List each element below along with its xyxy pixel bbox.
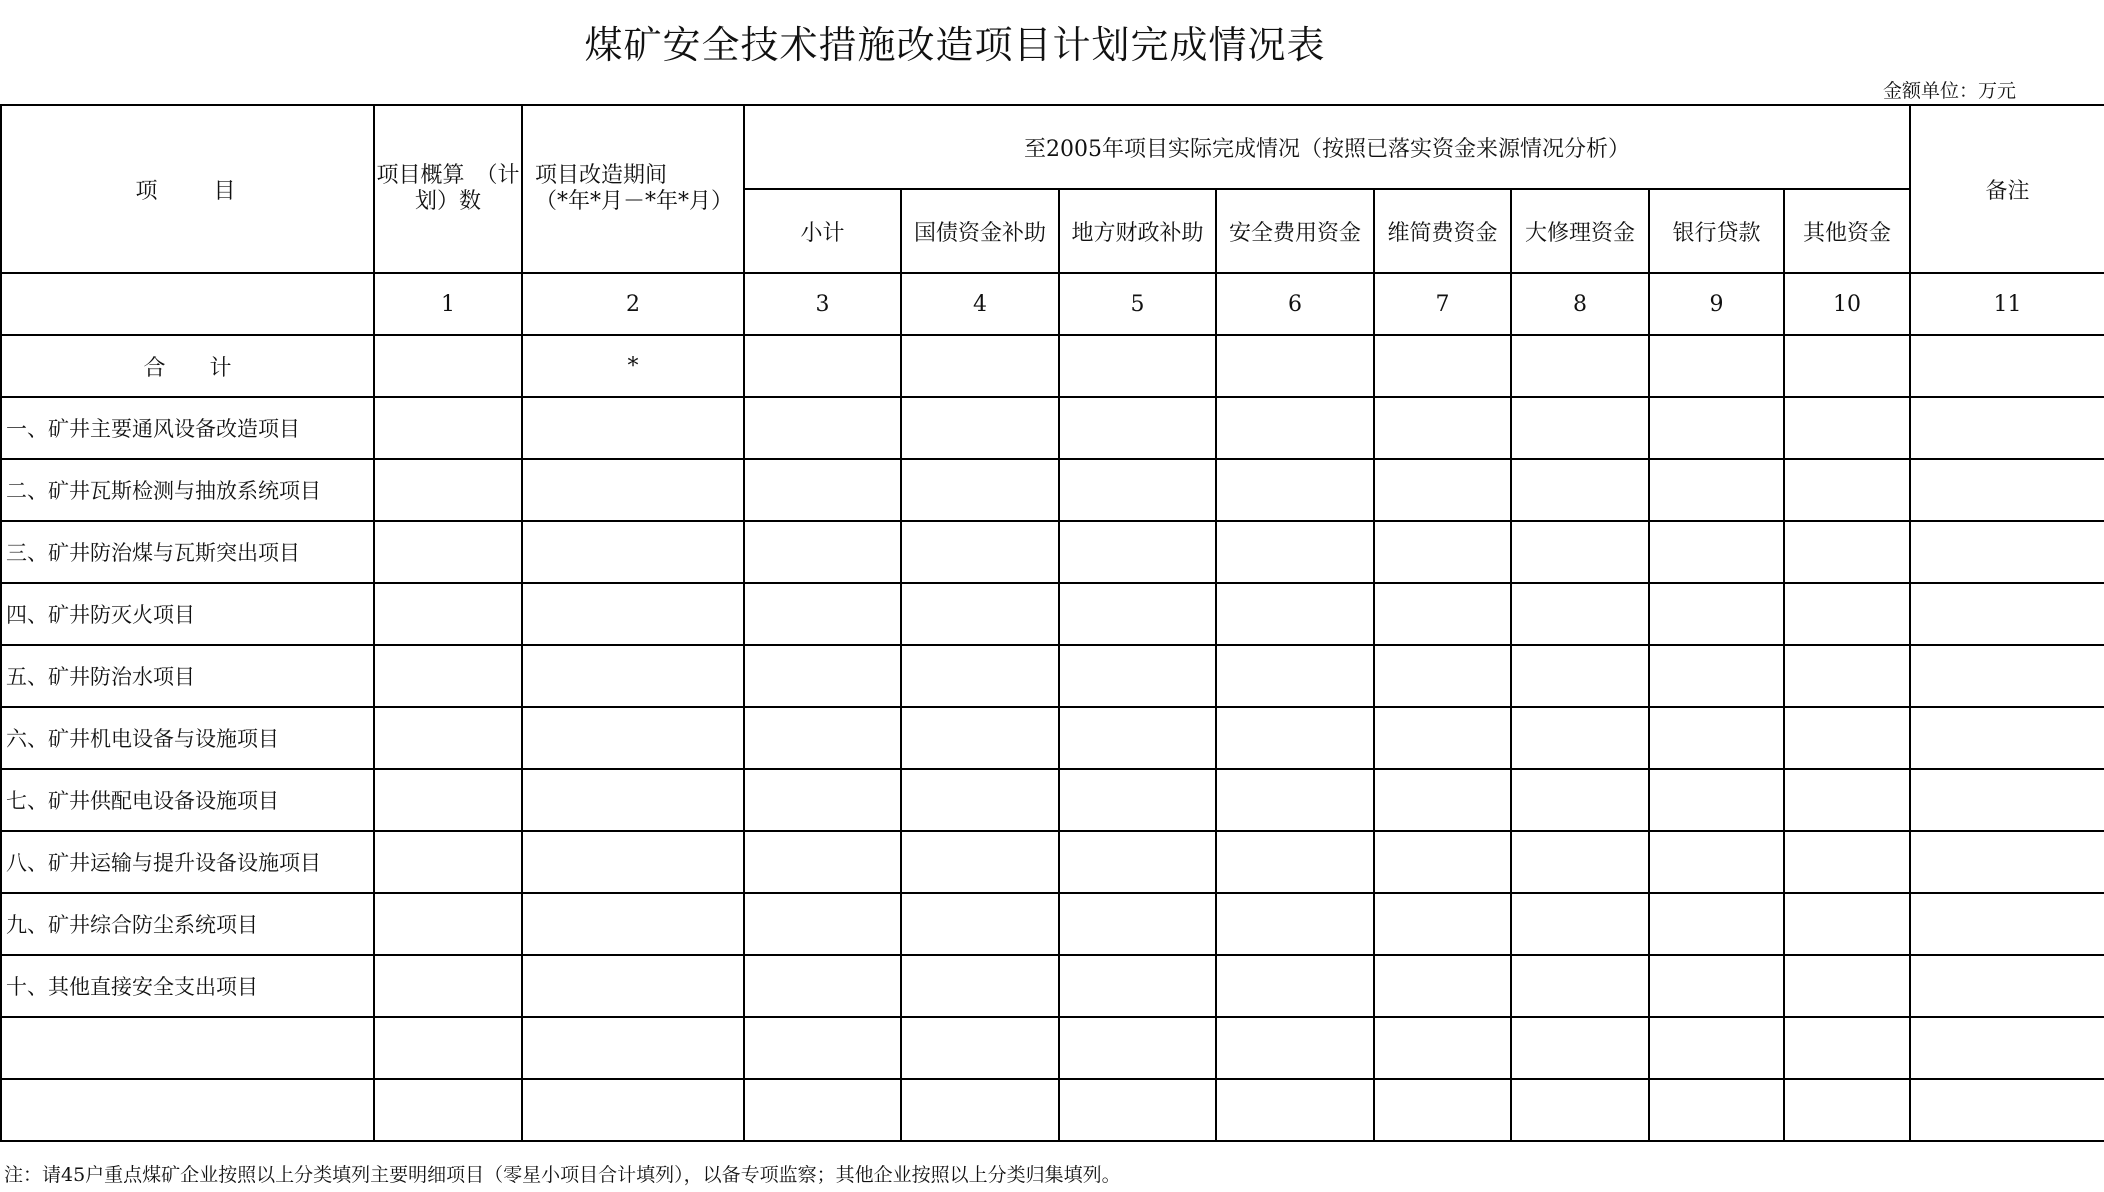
table-cell	[1059, 1079, 1216, 1141]
table-cell	[1910, 1079, 2104, 1141]
table-cell	[1910, 1017, 2104, 1079]
table-cell	[744, 397, 901, 459]
table-cell	[1216, 645, 1374, 707]
table-row	[1, 397, 2104, 459]
header-period-line2: （*年*月－*年*月）	[535, 189, 734, 214]
header-period	[522, 105, 744, 273]
table-cell	[1216, 583, 1374, 645]
column-number-row	[1, 273, 2104, 335]
table-row	[1, 1017, 2104, 1079]
table-cell	[1511, 955, 1649, 1017]
header-actual-group: 至2005年项目实际完成情况（按照已落实资金来源情况分析）	[744, 105, 1910, 189]
table-cell	[1511, 583, 1649, 645]
table-cell	[744, 1079, 901, 1141]
table-cell	[901, 831, 1059, 893]
table-cell	[901, 521, 1059, 583]
table-cell	[744, 1017, 901, 1079]
table-cell	[744, 707, 901, 769]
table-cell	[901, 707, 1059, 769]
table-cell	[522, 459, 744, 521]
table-cell	[1059, 955, 1216, 1017]
row-label: 三、矿井防治煤与瓦斯突出项目	[1, 521, 374, 583]
table-cell	[1216, 335, 1374, 397]
table-cell	[1649, 955, 1784, 1017]
table-cell	[1649, 893, 1784, 955]
column-number: 10	[1784, 273, 1910, 335]
table-row	[1, 893, 2104, 955]
table-cell	[374, 645, 522, 707]
table-cell	[522, 955, 744, 1017]
table-cell	[1059, 521, 1216, 583]
table-cell	[901, 645, 1059, 707]
table-cell	[1374, 769, 1511, 831]
table-row	[1, 769, 2104, 831]
table-cell	[1784, 645, 1910, 707]
table-cell	[374, 1079, 522, 1141]
table-cell	[1374, 955, 1511, 1017]
table-cell	[1059, 893, 1216, 955]
table-cell	[374, 707, 522, 769]
table-cell	[1374, 1017, 1511, 1079]
table-cell	[522, 645, 744, 707]
table-row	[1, 1079, 2104, 1141]
table-cell	[1374, 645, 1511, 707]
row-label: 一、矿井主要通风设备改造项目	[1, 397, 374, 459]
table-cell	[1649, 583, 1784, 645]
row-label: 八、矿井运输与提升设备设施项目	[1, 831, 374, 893]
table-cell	[1784, 707, 1910, 769]
table-cell	[1910, 893, 2104, 955]
table-cell	[1374, 1079, 1511, 1141]
table-row	[1, 583, 2104, 645]
table-cell	[1784, 335, 1910, 397]
table-cell	[901, 893, 1059, 955]
header-national-debt: 国债资金补助	[901, 189, 1059, 273]
table-cell	[1511, 335, 1649, 397]
table-cell	[1059, 397, 1216, 459]
table-cell	[1511, 397, 1649, 459]
column-number: 11	[1910, 273, 2104, 335]
table-cell	[1216, 1017, 1374, 1079]
table-cell	[1511, 831, 1649, 893]
table-row	[1, 459, 2104, 521]
table-cell	[901, 769, 1059, 831]
table-cell	[1216, 955, 1374, 1017]
column-number: 8	[1511, 273, 1649, 335]
table-cell	[374, 893, 522, 955]
column-number: 3	[744, 273, 901, 335]
table-cell	[1216, 769, 1374, 831]
table-cell	[1910, 397, 2104, 459]
column-number: 4	[901, 273, 1059, 335]
table-cell	[1910, 955, 2104, 1017]
row-label: 六、矿井机电设备与设施项目	[1, 707, 374, 769]
table-cell	[522, 397, 744, 459]
table-cell	[1059, 769, 1216, 831]
header-safety-fee: 安全费用资金	[1216, 189, 1374, 273]
table-cell	[1649, 831, 1784, 893]
row-label: 五、矿井防治水项目	[1, 645, 374, 707]
column-number: 5	[1059, 273, 1216, 335]
table-cell	[1216, 893, 1374, 955]
table-cell	[1059, 583, 1216, 645]
table-cell	[374, 1017, 522, 1079]
row-label: 九、矿井综合防尘系统项目	[1, 893, 374, 955]
table-cell	[1649, 397, 1784, 459]
table-row	[1, 521, 2104, 583]
table-cell	[1649, 769, 1784, 831]
total-label: 合 计	[1, 335, 374, 397]
table-cell	[1216, 459, 1374, 521]
table-cell	[744, 521, 901, 583]
table-cell	[374, 769, 522, 831]
row-label	[1, 1017, 374, 1079]
table-cell	[1910, 831, 2104, 893]
table-cell	[1910, 645, 2104, 707]
row-label: 十、其他直接安全支出项目	[1, 955, 374, 1017]
table-cell	[744, 335, 901, 397]
table-cell	[1216, 831, 1374, 893]
table-cell	[1511, 893, 1649, 955]
table-cell	[1649, 335, 1784, 397]
table-cell	[522, 893, 744, 955]
header-budget: 项目概算 （计划）数	[374, 105, 522, 273]
header-local-finance: 地方财政补助	[1059, 189, 1216, 273]
table-cell	[744, 955, 901, 1017]
table-cell	[522, 769, 744, 831]
table-cell	[1784, 521, 1910, 583]
table-cell	[374, 955, 522, 1017]
table-cell	[1784, 769, 1910, 831]
table-cell	[1216, 397, 1374, 459]
table-cell	[522, 1017, 744, 1079]
table-cell	[901, 955, 1059, 1017]
table-cell	[901, 583, 1059, 645]
table-cell	[522, 831, 744, 893]
table-cell	[744, 769, 901, 831]
table-cell	[374, 583, 522, 645]
table-cell	[1374, 831, 1511, 893]
table-cell	[522, 707, 744, 769]
column-number-blank	[1, 273, 374, 335]
table-row	[1, 645, 2104, 707]
table-cell	[1374, 397, 1511, 459]
table-cell	[522, 583, 744, 645]
table-cell	[1910, 707, 2104, 769]
table-cell	[901, 1017, 1059, 1079]
table-row	[1, 707, 2104, 769]
table-cell	[744, 831, 901, 893]
header-row-1	[1, 105, 2104, 189]
row-label: 七、矿井供配电设备设施项目	[1, 769, 374, 831]
table-cell	[1374, 521, 1511, 583]
column-number: 7	[1374, 273, 1511, 335]
table-cell	[1059, 1017, 1216, 1079]
table-cell	[1511, 459, 1649, 521]
table-cell	[1649, 1017, 1784, 1079]
header-item: 项 目	[1, 105, 374, 273]
table-cell	[1784, 831, 1910, 893]
table-cell	[1059, 645, 1216, 707]
table-cell	[1910, 335, 2104, 397]
table-cell	[374, 397, 522, 459]
column-number: 2	[522, 273, 744, 335]
column-number: 9	[1649, 273, 1784, 335]
table-cell	[522, 1079, 744, 1141]
table-cell	[1910, 583, 2104, 645]
table-cell	[744, 893, 901, 955]
table-cell	[1374, 707, 1511, 769]
table-cell	[1374, 459, 1511, 521]
table-cell	[1784, 583, 1910, 645]
table-cell	[1216, 1079, 1374, 1141]
page-title: 煤矿安全技术措施改造项目计划完成情况表	[584, 23, 1326, 67]
footnote: 注：请45户重点煤矿企业按照以上分类填列主要明细项目（零星小项目合计填列），以备专项监察；其他企业按照以上分类归集填列。	[4, 1164, 1121, 1186]
table-cell	[1511, 1017, 1649, 1079]
table-cell	[1784, 1017, 1910, 1079]
table-cell	[1374, 583, 1511, 645]
table-cell	[374, 521, 522, 583]
table-cell	[1784, 955, 1910, 1017]
table-cell	[1374, 335, 1511, 397]
header-maintenance-fee: 维简费资金	[1374, 189, 1511, 273]
table-cell	[374, 831, 522, 893]
table-cell	[1649, 645, 1784, 707]
total-row	[1, 335, 2104, 397]
table-cell	[901, 1079, 1059, 1141]
table-cell	[1784, 397, 1910, 459]
header-subtotal: 小计	[744, 189, 901, 273]
unit-label: 金额单位：万元	[1882, 80, 2016, 102]
table-cell	[1910, 521, 2104, 583]
table-cell	[374, 335, 522, 397]
table-cell	[1511, 707, 1649, 769]
table-row	[1, 831, 2104, 893]
table-cell	[1059, 707, 1216, 769]
table-cell	[1511, 1079, 1649, 1141]
table-cell	[1649, 707, 1784, 769]
table-cell	[1374, 893, 1511, 955]
header-other-fund: 其他资金	[1784, 189, 1910, 273]
table-cell	[1059, 831, 1216, 893]
table-cell	[1910, 459, 2104, 521]
total-period-cell: *	[522, 335, 744, 397]
table-cell	[1784, 893, 1910, 955]
column-number: 1	[374, 273, 522, 335]
table-cell	[1910, 769, 2104, 831]
table-cell	[1649, 1079, 1784, 1141]
table-cell	[1649, 521, 1784, 583]
row-label: 四、矿井防灭火项目	[1, 583, 374, 645]
table-cell	[1784, 1079, 1910, 1141]
table-row	[1, 955, 2104, 1017]
header-overhaul-fund: 大修理资金	[1511, 189, 1649, 273]
table-cell	[1216, 521, 1374, 583]
table-cell	[901, 335, 1059, 397]
table-cell	[744, 459, 901, 521]
plan-table	[0, 104, 2104, 1142]
header-remarks: 备注	[1910, 105, 2104, 273]
row-label	[1, 1079, 374, 1141]
header-period-line1: 项目改造期间	[535, 163, 668, 188]
table-cell	[1059, 335, 1216, 397]
row-label: 二、矿井瓦斯检测与抽放系统项目	[1, 459, 374, 521]
table-cell	[1511, 645, 1649, 707]
table-cell	[901, 459, 1059, 521]
table-cell	[1784, 459, 1910, 521]
column-number: 6	[1216, 273, 1374, 335]
table-cell	[374, 459, 522, 521]
table-cell	[1649, 459, 1784, 521]
table-cell	[1511, 521, 1649, 583]
table-cell	[1511, 769, 1649, 831]
header-bank-loan: 银行贷款	[1649, 189, 1784, 273]
table-cell	[744, 583, 901, 645]
table-cell	[1059, 459, 1216, 521]
table-cell	[744, 645, 901, 707]
table-cell	[901, 397, 1059, 459]
table-cell	[1216, 707, 1374, 769]
table-cell	[522, 521, 744, 583]
